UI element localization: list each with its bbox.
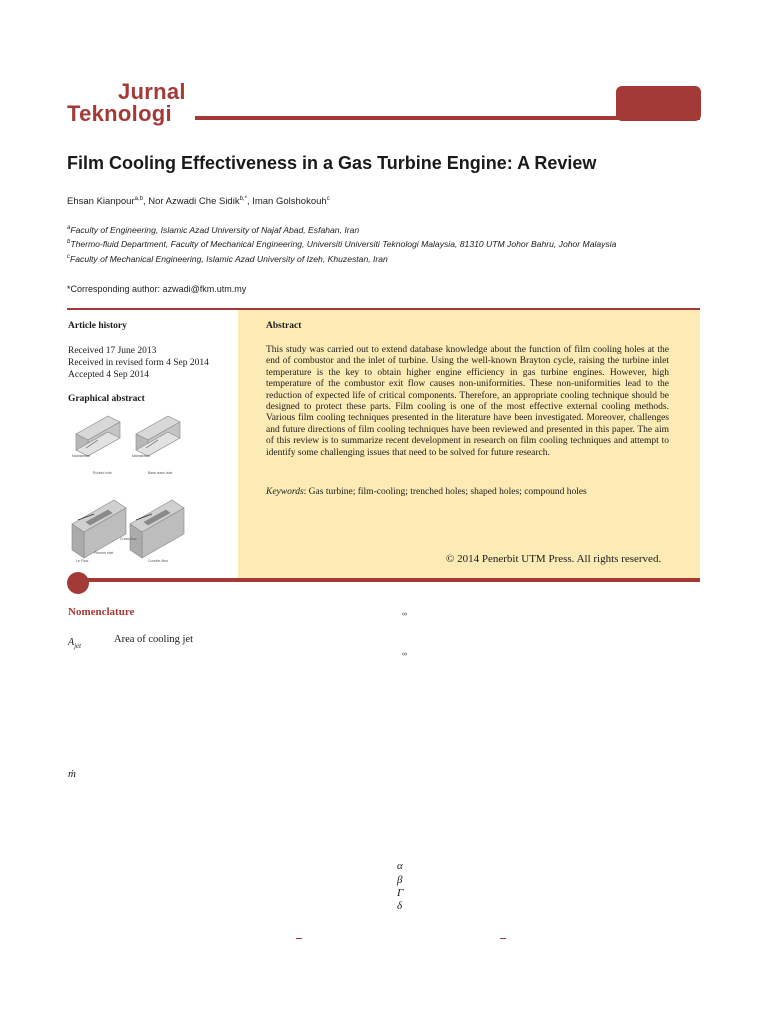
article-history [68,345,209,381]
author-name: Iman Golshokouh [252,196,327,208]
author-list: Ehsan Kianpour$^{a,b}$, Nor Azwadi Che Sidik$^{b,*}$, Iman Golshokouh$^c$ [67,196,330,208]
svg-text:Le Flow: Le Flow [76,559,89,563]
paper-title: Film Cooling Effectiveness in a Gas Turbine Engine: A Review [67,153,597,173]
graphical-abstract-label: Graphical abstract [68,394,145,404]
affiliations [67,222,637,265]
nomenclature-title: Nomenclature [68,606,135,618]
abstract-label: Abstract [266,321,302,331]
affiliation: $^a$Faculty of Engineering, Islamic Azad University of Najaf Abad, Esfahan, Iran [67,224,360,235]
greek-symbol-gamma: Γ [397,887,404,899]
graphical-abstract-figure [68,412,188,568]
author-sup: c [326,196,330,202]
journal-logo-line1: Jurnal [118,79,186,104]
svg-text:Base trans hole: Base trans hole [148,471,173,475]
affiliation: $^b$Thermo-fluid Department, Faculty of Mechanical Engineering, Universiti Universiti Teknologi Malaysia, 81310 UTM Johor Bahru, Johor Malaysia [67,239,617,250]
author-sup: b,* [239,196,247,202]
nomenclature-symbol-mdot: ṁ [68,768,76,780]
author-sup: a,b [134,196,143,202]
svg-text:Plenum inlet: Plenum inlet [94,551,114,555]
infinity-symbol: ∞ [402,611,407,618]
sketch-trenched-hole-left [72,500,126,563]
corresponding-author: *Corresponding author: azwadi@fkm.utm.my [67,284,247,294]
greek-symbol-delta: δ [397,900,403,912]
sketch-trenched-hole-right [120,500,184,563]
infinity-symbol: ∞ [402,651,407,658]
keywords-label: Keywords [266,487,304,497]
svg-text:Mainstream: Mainstream [72,454,91,458]
header-accent-block [616,86,701,121]
affiliation: $^c$Faculty of Mechanical Engineering, Islamic Azad University of Izeh, Khuzestan, Iran [67,253,388,264]
svg-text:Roofed hole: Roofed hole [93,471,112,475]
nomenclature-symbol-ajet: $A_{jet}$ [68,637,82,650]
copyright-notice: © 2014 Penerbit UTM Press. All rights reserved. [446,553,662,565]
received-date: Received 17 June 2013 [68,346,157,356]
keywords [266,487,669,497]
info-band-bottom-rule [78,578,700,582]
keywords-list: : Gas turbine; film-cooling; trenched holes; shaped holes; compound holes [303,487,587,497]
band-circle-marker [67,572,89,594]
abstract-text: This study was carried out to extend database knowledge about the function of film cooling holes at the end of combustor and the inlet of turbine. Using the well-known Brayton cycle, raising the turbine inlet temperature is the key to obtain higher engine efficiency in gas turbine engines. However, high temperature of the combustor exit flow causes non-uniformities. These non-uniformities lead to the reduction of expected life of critical components. Therefore, an appropriate cooling technique should be designed to protect these parts. Film cooling is one of the most effective external cooling methods. Various film cooling techniques presented in the literature have been investigated. Moreover, challenges and future directions of film cooling techniques have been reviewed and presented in this paper. The aim of this review is to summarize recent development in research on film cooling techniques and attempt to identify some challenging issues that need to be solved for future research. [266,345,669,458]
svg-text:Counter-flow: Counter-flow [148,559,168,563]
svg-text:Cross-flow: Cross-flow [120,537,137,541]
column-marker [296,938,302,939]
greek-symbol-alpha: α [397,860,403,872]
accepted-date: Accepted 4 Sep 2014 [68,370,149,380]
journal-logo-line2: Teknologi [67,101,172,126]
revised-date: Received in revised form 4 Sep 2014 [68,358,209,368]
article-history-label: Article history [68,321,127,331]
greek-symbol-beta: β [397,874,403,886]
sketch-cylindrical-hole [72,416,120,475]
column-marker [500,938,506,939]
author-name: Ehsan Kianpour [67,196,135,208]
nomenclature-definition-ajet: Area of cooling jet [114,634,194,645]
author-name: Nor Azwadi Che Sidik [148,196,240,208]
sketch-shaped-hole [132,416,180,475]
svg-text:Mainstream: Mainstream [132,454,151,458]
